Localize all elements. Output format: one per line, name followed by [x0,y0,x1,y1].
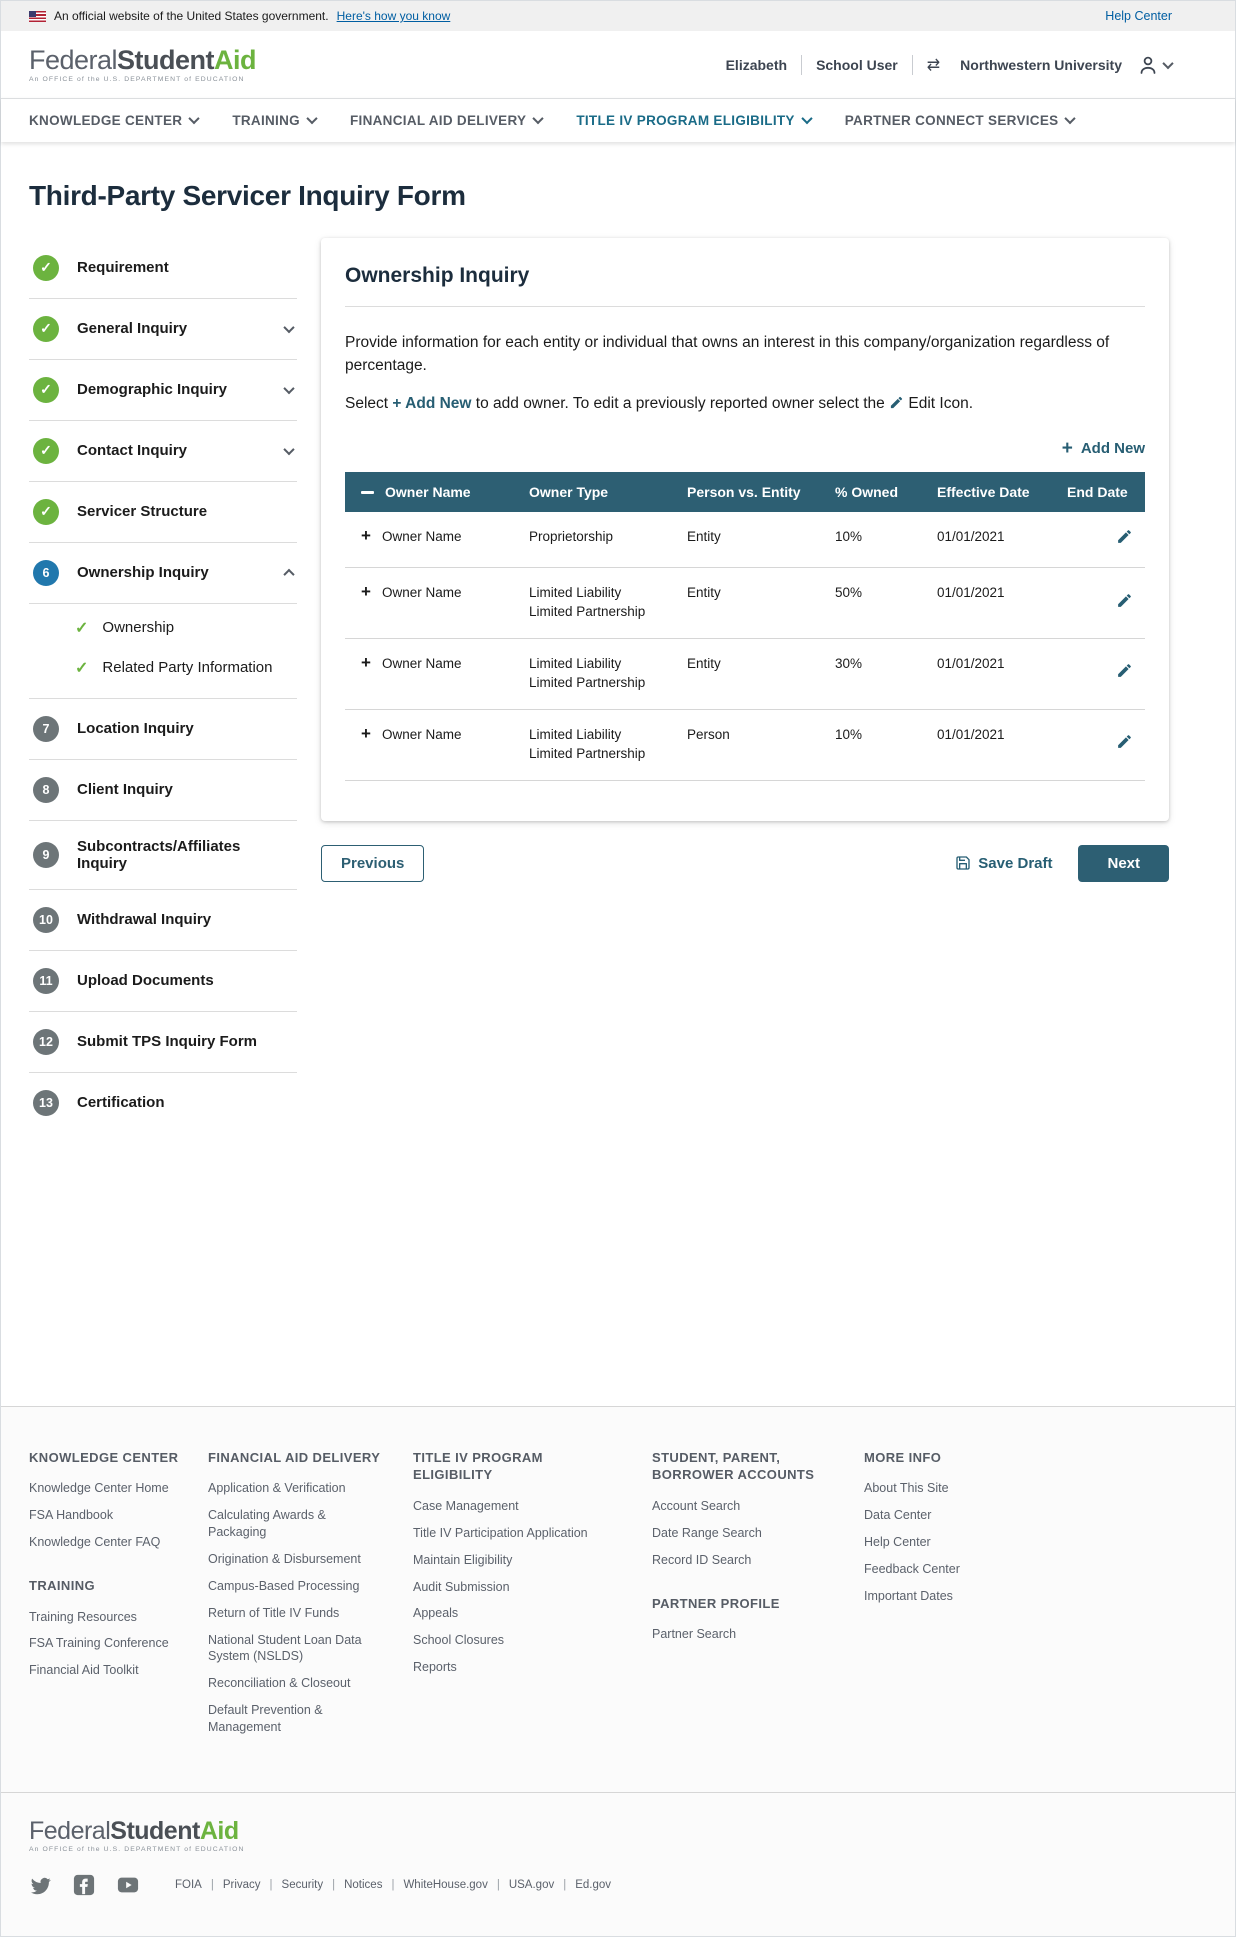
owner-type: Limited Liability Limited Partnership [513,638,671,709]
user-role: School User [816,57,898,74]
edit-owner-button[interactable] [1116,662,1133,685]
footer-link[interactable]: Knowledge Center Home [29,1481,169,1496]
footer-link[interactable]: FSA Handbook [29,1508,114,1523]
official-site-text: An official website of the United States government. [54,9,329,23]
divider [801,55,802,75]
facebook-icon[interactable] [73,1874,95,1896]
footer-link[interactable]: Date Range Search [652,1525,762,1540]
step-label: Ownership Inquiry [77,564,209,582]
user-bar [726,53,1172,77]
footer-link[interactable]: Application & Verification [208,1481,346,1496]
social-icons [29,1874,139,1896]
divider [912,55,913,75]
footer-link[interactable]: Record ID Search [652,1552,752,1567]
step-number-badge: 11 [33,968,59,994]
person-vs-entity: Person [671,709,819,780]
step-label: Servicer Structure [77,503,208,521]
step-client-inquiry[interactable] [29,760,297,821]
footer-link[interactable]: Data Center [864,1508,932,1523]
effective-date: 01/01/2021 [921,512,1051,567]
chevron-down-icon [283,383,294,394]
legal-link[interactable]: FOIA [175,1878,202,1891]
logo-tagline: An OFFICE of the U.S. DEPARTMENT of EDUCATION [29,1845,245,1853]
gov-banner [1,1,1235,31]
footer-col-3 [413,1449,652,1746]
footer-link[interactable]: School Closures [413,1633,505,1648]
footer-bottom [1,1792,1235,1936]
logo-student: Student [110,1816,200,1845]
step-withdrawal-inquiry[interactable] [29,890,297,951]
legal-link[interactable]: | Security [261,1879,324,1891]
percent-owned: 10% [819,512,921,567]
footer-heading: TITLE IV PROGRAM ELIGIBILITY [413,1449,543,1483]
card-instruction [345,395,1145,413]
form-actions [321,845,1169,882]
percent-owned: 50% [819,568,921,639]
check-icon: ✓ [75,659,89,677]
owner-row [345,638,1145,709]
footer-link[interactable]: Return of Title IV Funds [208,1605,340,1620]
ownership-inquiry-card [321,238,1169,821]
card-description: Provide information for each entity or individual that owns an interest in this company/organization regardless of percentage. [345,333,1110,375]
substep-label: Ownership [102,619,175,637]
step-label: Subcontracts/Affiliates Inquiry [77,837,241,872]
nav-partner-connect-services[interactable] [845,113,1075,128]
step-label: Client Inquiry [77,781,173,799]
percent-owned: 30% [819,638,921,709]
col-percent-owned: % Owned [819,472,921,512]
logo-tagline: An OFFICE of the U.S. DEPARTMENT of EDUCATION [29,76,245,83]
save-icon [955,855,971,871]
footer-link[interactable]: Financial Aid Toolkit [29,1663,139,1678]
legal-link[interactable]: | WhiteHouse.gov [382,1879,487,1891]
switch-org-icon[interactable]: ⇄ [926,57,941,75]
substep-ownership[interactable] [29,608,297,648]
next-button[interactable]: Next [1078,845,1169,882]
user-org: Northwestern University [960,57,1122,74]
footer-heading: KNOWLEDGE CENTER [29,1449,179,1465]
twitter-icon[interactable] [29,1874,51,1896]
save-draft-label: Save Draft [978,854,1053,872]
chevron-down-icon [1162,58,1173,69]
footer-link[interactable]: Default Prevention & Management [208,1703,323,1735]
footer-link[interactable]: Feedback Center [864,1561,960,1576]
owner-name: Owner Name [381,585,462,601]
nav-financial-aid-delivery[interactable] [350,113,542,128]
edit-owner-button[interactable] [1116,733,1133,756]
step-complete-icon [33,377,59,403]
nav-training[interactable] [232,113,316,128]
substep-label: Related Party Information [102,659,273,677]
footer-link[interactable]: Campus-Based Processing [208,1578,360,1593]
step-upload-documents[interactable] [29,951,297,1012]
footer-col-2 [208,1449,413,1746]
step-label: Location Inquiry [77,720,194,738]
logo-federal: Federal [29,1816,111,1845]
person-vs-entity: Entity [671,512,819,567]
us-flag-icon [29,11,46,22]
footer-link[interactable]: Knowledge Center FAQ [29,1535,161,1550]
step-label: Demographic Inquiry [77,381,228,399]
owner-name: Owner Name [381,655,462,671]
main-nav [1,98,1235,142]
step-label: Certification [77,1094,165,1112]
chevron-down-icon [306,113,317,124]
step-contact-inquiry[interactable] [29,421,297,482]
step-certification[interactable] [29,1073,297,1133]
legal-link[interactable]: | USA.gov [488,1879,554,1891]
chevron-down-icon [283,444,294,455]
nav-knowledge-center[interactable] [29,113,198,128]
person-vs-entity: Entity [671,638,819,709]
footer-link[interactable]: Reports [413,1660,457,1675]
percent-owned: 10% [819,709,921,780]
step-servicer-structure[interactable] [29,482,297,543]
footer-col-4 [652,1449,864,1746]
youtube-icon[interactable] [117,1874,139,1896]
step-number-badge: 7 [33,716,59,742]
form-steps-sidebar [29,238,297,1133]
how-you-know-link[interactable]: Here's how you know [336,9,451,23]
legal-link[interactable]: | Notices [323,1879,382,1891]
account-menu-button[interactable] [1136,53,1172,77]
step-location-inquiry[interactable] [29,699,297,760]
legal-link[interactable]: | Ed.gov [554,1879,611,1891]
step-complete-icon [33,316,59,342]
step-subcontracts-affiliates-inquiry[interactable] [29,821,297,890]
step-label: Submit TPS Inquiry Form [77,1033,258,1051]
effective-date: 01/01/2021 [921,568,1051,639]
footer-heading: STUDENT, PARENT, BORROWER ACCOUNTS [652,1449,815,1483]
footer-col-5 [864,1449,1044,1746]
chevron-down-icon [533,113,544,124]
col-end-date: End Date [1051,472,1145,512]
step-label: General Inquiry [77,320,188,338]
col-owner-name [345,472,513,512]
add-new-button[interactable] [1062,439,1145,458]
site-header [1,31,1235,98]
footer-link[interactable]: FSA Training Conference [29,1636,169,1651]
effective-date: 01/01/2021 [921,709,1051,780]
footer-link[interactable]: Training Resources [29,1609,137,1624]
owner-type: Limited Liability Limited Partnership [513,568,671,639]
owner-row [345,709,1145,780]
step-number-badge: 9 [33,842,59,868]
logo-aid: Aid [214,45,257,75]
table-header-row [345,472,1145,512]
footer-link[interactable]: National Student Loan Data System (NSLDS) [208,1632,362,1664]
footer-link[interactable]: Maintain Eligibility [413,1552,513,1567]
col-person-vs-entity: Person vs. Entity [671,472,819,512]
plus-icon: + [1061,438,1073,460]
effective-date: 01/01/2021 [921,638,1051,709]
chevron-down-icon [283,322,294,333]
ownership-substeps [29,604,297,698]
owner-type: Proprietorship [513,512,671,567]
step-demographic-inquiry[interactable] [29,360,297,421]
expand-row-icon[interactable]: + [361,652,371,672]
fsa-logo[interactable] [29,47,256,84]
owner-type: Limited Liability Limited Partnership [513,709,671,780]
person-vs-entity: Entity [671,568,819,639]
footer-link[interactable]: Case Management [413,1498,519,1513]
chevron-up-icon [283,569,294,580]
save-draft-button[interactable] [955,855,1052,872]
nav-title-iv-program-eligibility[interactable] [576,113,810,128]
footer-link[interactable]: Appeals [413,1606,459,1621]
step-label: Upload Documents [77,972,214,990]
nav-label: TITLE IV PROGRAM ELIGIBILITY [576,112,795,128]
step-ownership-inquiry-row[interactable] [29,543,297,604]
footer-link[interactable]: Partner Search [652,1627,737,1642]
card-title: Ownership Inquiry [345,264,1145,307]
owner-name: Owner Name [381,726,462,742]
chevron-down-icon [189,113,200,124]
step-submit-tps-inquiry-form[interactable] [29,1012,297,1073]
footer-link[interactable]: Audit Submission [413,1579,510,1594]
owner-row [345,512,1145,567]
chevron-down-icon [1065,113,1076,124]
owner-name: Owner Name [381,529,462,545]
footer-link[interactable]: Reconciliation & Closeout [208,1676,351,1691]
step-number-badge: 6 [33,560,59,586]
nav-label: KNOWLEDGE CENTER [29,112,183,128]
footer [1,1406,1235,1792]
step-ownership-inquiry [29,543,297,699]
column-label: Owner Name [385,484,471,501]
edit-pencil-icon [889,395,904,412]
page-title: Third-Party Servicer Inquiry Form [29,179,466,211]
footer-link[interactable]: About This Site [864,1481,949,1496]
add-new-inline-link[interactable]: + Add New [392,395,472,413]
nav-label: FINANCIAL AID DELIVERY [349,112,527,128]
footer-link[interactable]: Calculating Awards & Packaging [208,1508,326,1540]
footer-link[interactable]: Account Search [652,1498,741,1513]
footer-col-1 [29,1449,208,1746]
step-complete-icon [33,499,59,525]
expand-row-icon[interactable]: + [361,723,371,743]
logo-student: Student [117,45,215,75]
step-complete-icon [33,255,59,281]
edit-owner-button[interactable] [1116,592,1133,615]
legal-links [175,1879,611,1891]
footer-link[interactable]: Origination & Disbursement [208,1551,361,1566]
step-number-badge: 8 [33,777,59,803]
help-center-link[interactable]: Help Center [1105,9,1172,23]
logo-federal: Federal [29,45,118,75]
step-general-inquiry[interactable] [29,299,297,360]
user-name: Elizabeth [725,57,788,74]
previous-button[interactable]: Previous [321,845,424,882]
step-requirement[interactable] [29,238,297,299]
step-complete-icon [33,438,59,464]
step-label: Contact Inquiry [77,442,188,460]
substep-related-party-information[interactable] [29,648,297,688]
owner-row [345,568,1145,639]
footer-link[interactable]: Help Center [864,1535,931,1550]
collapse-all-icon[interactable] [361,491,374,494]
footer-heading: MORE INFO [864,1449,942,1465]
person-icon [1136,53,1160,77]
col-owner-type: Owner Type [513,472,671,512]
nav-label: PARTNER CONNECT SERVICES [844,112,1059,128]
legal-link[interactable]: | Privacy [202,1879,261,1891]
nav-label: TRAINING [232,112,300,128]
step-number-badge: 10 [33,907,59,933]
add-new-label: Add New [1080,440,1145,458]
edit-owner-button[interactable] [1116,528,1133,551]
check-icon: ✓ [75,619,89,637]
card-column [321,238,1169,882]
step-label: Requirement [77,259,169,277]
footer-link[interactable]: Title IV Participation Application [413,1525,588,1540]
footer-heading: FINANCIAL AID DELIVERY [208,1449,381,1465]
expand-row-icon[interactable]: + [361,526,371,546]
instruction-text: Select [345,395,393,413]
footer-heading: PARTNER PROFILE [652,1595,780,1611]
instruction-text: to add owner. To edit a previously reported owner select the [471,395,890,413]
col-effective-date: Effective Date [921,472,1051,512]
expand-row-icon[interactable]: + [361,582,371,602]
fsa-logo-footer[interactable] [29,1816,1207,1854]
step-number-badge: 13 [33,1090,59,1116]
logo-aid: Aid [199,1816,239,1845]
chevron-down-icon [801,113,812,124]
step-number-badge: 12 [33,1029,59,1055]
owners-table [345,472,1145,780]
step-label: Withdrawal Inquiry [77,911,212,929]
instruction-text: Edit Icon. [904,395,974,413]
content [1,142,1235,1406]
footer-link[interactable]: Important Dates [864,1588,953,1603]
footer-heading: TRAINING [29,1577,96,1593]
